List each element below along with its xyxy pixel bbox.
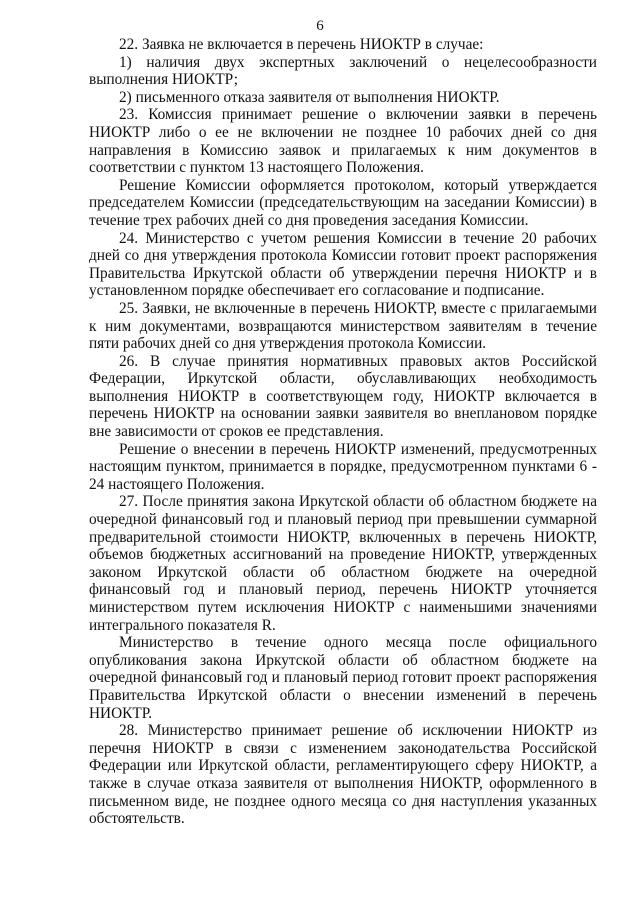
document-body bbox=[89, 36, 597, 828]
paragraph-26: 26. В случае принятия нормативных правовых актов Российской Федерации, Иркутской области, обуславливающих необходимость выполнения НИОКТР в соответствующем году, НИОКТР включается в перечень НИОКТР на основании заявки заявителя во внеплановом порядке вне зависимости от сроков ее представления. bbox=[89, 352, 597, 441]
paragraph-26-decision: Решение о внесении в перечень НИОКТР изменений, предусмотренных настоящим пунктом, принимается в порядке, предусмотренном пунктами 6 - 24 настоящего Положения. bbox=[89, 440, 597, 493]
paragraph-24: 24. Министерство с учетом решения Комиссии в течение 20 рабочих дней со дня утверждения протокола Комиссии готовит проект распоряжения Правительства Иркутской области об утверждении перечня НИОКТР и в установленном порядке обеспечивает его согласование и подписание. bbox=[89, 229, 597, 300]
paragraph-27: 27. После принятия закона Иркутской области об областном бюджете на очередной финансовый год и плановый период при превышении суммарной предварительной стоимости НИОКТР, включенных в перечень НИОКТР, объемов бюджетных ассигнований на проведение НИОКТР, утвержденных законом Иркутской области об областном бюджете на очередной финансовый год и плановый период, перечень НИОКТР уточняется министерством путем исключения НИОКТР с наименьшими значениями интегрального показателя R. bbox=[89, 493, 597, 634]
paragraph-23-decision: Решение Комиссии оформляется протоколом, который утверждается председателем Комиссии (председательствующим на заседании Комиссии) в течение трех рабочих дней со дня проведения заседания Комиссии. bbox=[89, 176, 597, 229]
page-number: 6 bbox=[316, 18, 324, 34]
paragraph-25: 25. Заявки, не включенные в перечень НИОКТР, вместе с прилагаемыми к ним документами, возвращаются министерством заявителям в течение пяти рабочих дней со дня утверждения протокола Комиссии. bbox=[89, 299, 597, 353]
paragraph-23: 23. Комиссия принимает решение о включении заявки в перечень НИОКТР либо о ее не включении не позднее 10 рабочих дней со дня направления в Комиссию заявок и прилагаемых к ним документов в соответствии с пунктом 13 настоящего Положения. bbox=[89, 106, 597, 177]
paragraph-22-intro: 22. Заявка не включается в перечень НИОКТР в случае: bbox=[119, 36, 484, 53]
paragraph-22-item-2: 2) письменного отказа заявителя от выполнения НИОКТР. bbox=[119, 88, 500, 106]
paragraph-28: 28. Министерство принимает решение об исключении НИОКТР из перечня НИОКТР в связи с изменением законодательства Российской Федерации или Иркутской области, регламентирующего сферу НИОКТР, а также в случае отказа заявителя от выполнения НИОКТР, оформленного в письменном виде, не позднее одного месяца со дня наступления указанных обстоятельств. bbox=[89, 722, 597, 828]
paragraph-22-item-1: 1) наличия двух экспертных заключений о нецелесообразности выполнения НИОКТР; bbox=[89, 53, 597, 89]
paragraph-27-ministry: Министерство в течение одного месяца после официального опубликования закона Иркутской области об областном бюджете на очередной финансовый год и плановый период готовит проект распоряжения Правительства Иркутской области о внесении изменений в перечень НИОКТР. bbox=[89, 634, 597, 722]
